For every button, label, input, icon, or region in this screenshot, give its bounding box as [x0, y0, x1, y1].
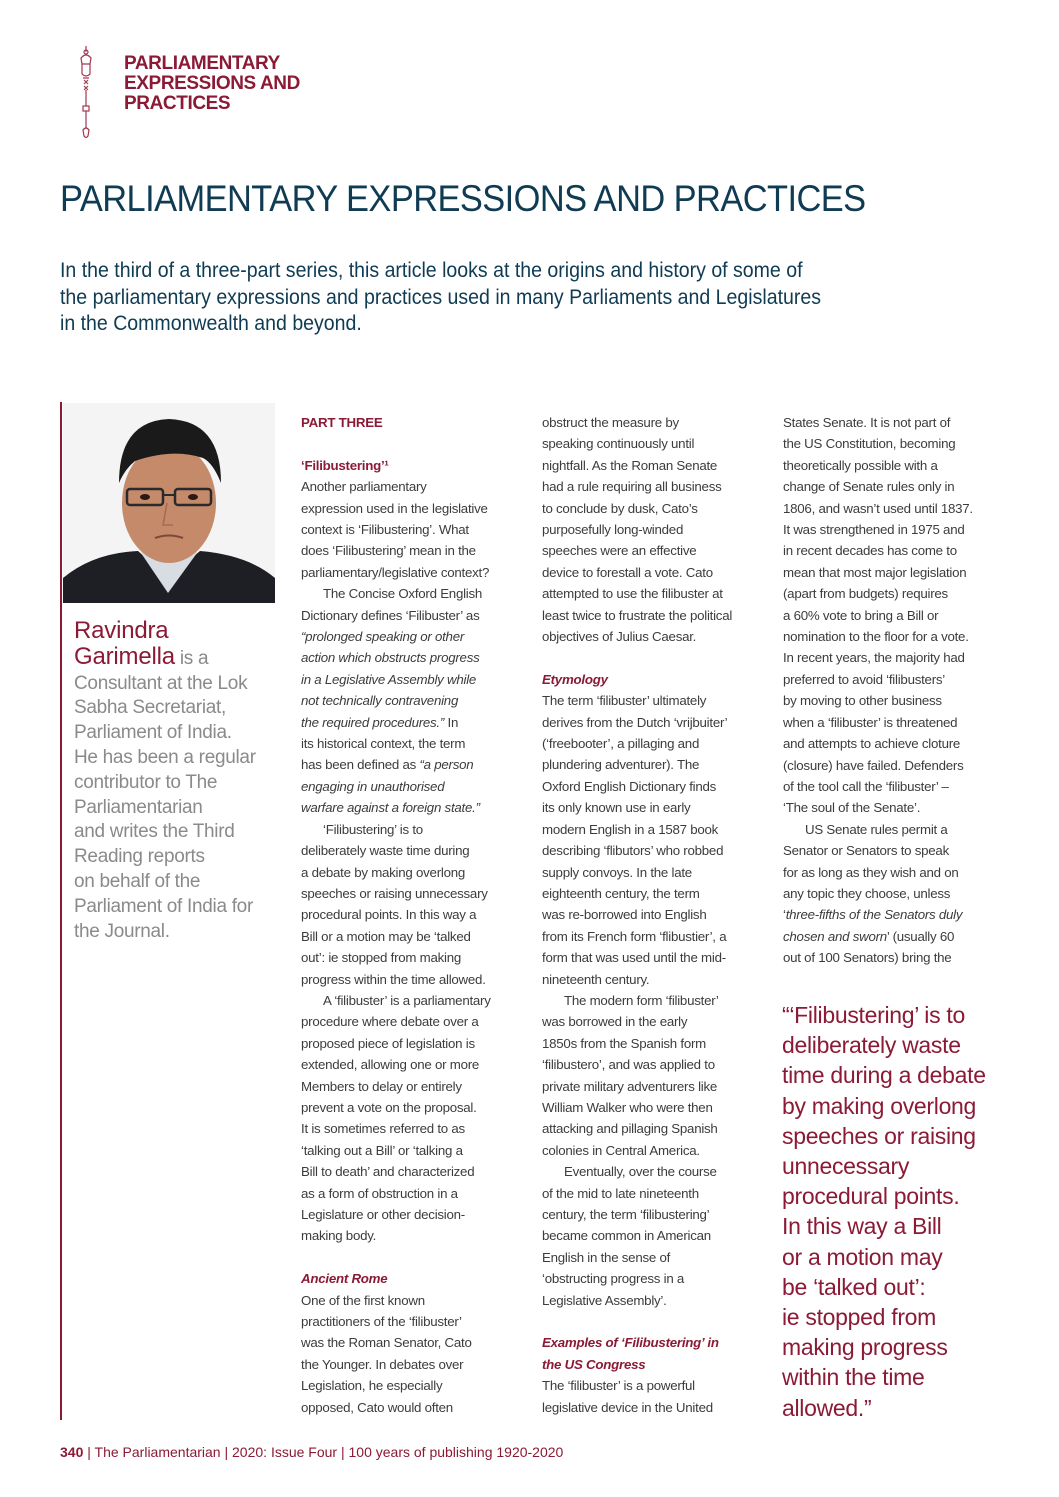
subheading: Etymology — [542, 671, 608, 687]
bio-line: on behalf of the — [74, 870, 201, 892]
text-line: Oxford English Dictionary finds — [542, 778, 717, 794]
subheading: the US Congress — [542, 1356, 646, 1372]
text-line: practitioners of the ‘filibuster’ — [301, 1314, 462, 1330]
pull-quote-line: time during a debate — [782, 1062, 986, 1089]
section-tag — [124, 54, 300, 114]
text-line: any topic they choose, unless — [783, 885, 951, 901]
text-line: nomination to the floor for a vote. — [783, 629, 969, 645]
text-line: supply convoys. In the late — [542, 864, 692, 880]
bio-line: He has been a regular — [74, 746, 256, 768]
section-tag-line: PARLIAMENTARY — [124, 53, 280, 74]
pull-quote-line: ie stopped from — [782, 1304, 937, 1331]
quote-line: engaging in unauthorised — [301, 778, 445, 794]
separator: | — [83, 1444, 95, 1460]
text-line: Eventually, over the course — [564, 1164, 717, 1180]
bio-line: Consultant at the Lok — [74, 672, 248, 694]
text-line: context is ‘Filibustering’. What — [301, 522, 469, 538]
text-line: The Concise Oxford English — [323, 586, 483, 602]
text-line: procedural points. In this way a — [301, 907, 477, 923]
text-line: modern English in a 1587 book — [542, 821, 719, 837]
pull-quote-line: procedural points. — [782, 1183, 960, 1210]
text-line: A ‘filibuster’ is a parliamentary — [323, 992, 491, 1008]
text-line: and attempts to achieve cloture — [783, 736, 961, 752]
article-column-1 — [301, 412, 521, 1418]
page-footer — [60, 1444, 563, 1460]
text-line: plundering adventurer). The — [542, 757, 700, 773]
text-line: when a ‘filibuster’ is threatened — [783, 714, 958, 730]
text-line: ‘filibustero’, and was applied to — [542, 1057, 715, 1073]
pull-quote-line: allowed.” — [782, 1394, 872, 1421]
separator: | — [220, 1444, 233, 1460]
author-bio — [74, 617, 284, 944]
text-line: century, the term ‘filibustering’ — [542, 1207, 710, 1223]
pull-quote-line: or a motion may — [782, 1243, 943, 1270]
text-line: to conclude by dusk, Cato’s — [542, 500, 698, 516]
text-line: US Senate rules permit a — [805, 821, 948, 837]
bio-line: and writes the Third — [74, 821, 235, 843]
text-line: English in the sense of — [542, 1249, 671, 1265]
text-line: procedure where debate over a — [301, 1014, 479, 1030]
footer-tagline: 100 years of publishing 1920-2020 — [348, 1444, 564, 1460]
quote-line: action which obstructs progress — [301, 650, 480, 666]
pull-quote — [782, 1000, 1022, 1423]
bio-line: Parliament of India for — [74, 895, 253, 917]
text-line: Legislation, he especially — [301, 1378, 443, 1394]
text-line: speeches were an effective — [542, 543, 697, 559]
text-line: One of the first known — [301, 1292, 425, 1308]
text-line: 1850s from the Spanish form — [542, 1035, 706, 1051]
pull-quote-line: by making overlong — [782, 1092, 977, 1119]
text-line: the Younger. In debates over — [301, 1356, 464, 1372]
text-span: has been defined as — [301, 757, 420, 773]
subheading: Examples of ‘Filibustering’ in — [542, 1335, 719, 1351]
text-line: purposefully long-winded — [542, 522, 684, 538]
text-line: of the mid to late nineteenth — [542, 1185, 699, 1201]
pull-quote-line: making progress — [782, 1334, 948, 1361]
text-line: legislative device in the United — [542, 1399, 713, 1415]
text-line: extended, allowing one or more — [301, 1057, 480, 1073]
text-line: obstruct the measure by — [542, 415, 679, 430]
text-line: became common in American — [542, 1228, 711, 1244]
text-line: mean that most major legislation — [783, 564, 967, 580]
subheading: ‘Filibustering’¹ — [301, 457, 389, 473]
issue-label: 2020: Issue Four — [232, 1444, 338, 1460]
text-line: by moving to other business — [783, 693, 942, 709]
standfirst-line: In the third of a three-part series, this article looks at the origins and history of some of — [60, 259, 803, 282]
text-line: Legislative Assembly’. — [542, 1292, 667, 1308]
quote-line: chosen and sworn — [783, 928, 887, 944]
author-name: Ravindra — [74, 617, 169, 644]
text-line: prevent a vote on the proposal. — [301, 1099, 477, 1115]
text-line: change of Senate rules only in — [783, 479, 955, 495]
text-line: was the Roman Senator, Cato — [301, 1335, 472, 1351]
text-line: eighteenth century, the term — [542, 885, 700, 901]
page-title: PARLIAMENTARY EXPRESSIONS AND PRACTICES — [60, 178, 866, 219]
section-tag-line: EXPRESSIONS AND — [124, 73, 300, 94]
text-line: colonies in Central America. — [542, 1142, 700, 1158]
text-line: ‘The soul of the Senate’. — [783, 800, 921, 816]
pull-quote-line: In this way a Bill — [782, 1213, 942, 1240]
text-line: speaking continuously until — [542, 436, 695, 452]
text-line: out’: ie stopped from making — [301, 950, 462, 966]
text-line: for as long as they wish and on — [783, 864, 959, 880]
text-line: attacking and pillaging Spanish — [542, 1121, 718, 1137]
text-line: was re-borrowed into English — [542, 907, 707, 923]
separator: | — [337, 1444, 349, 1460]
part-label: PART THREE — [301, 415, 383, 430]
text-line: out of 100 Senators) bring the — [783, 950, 952, 966]
text-line: nineteenth century. — [542, 971, 650, 987]
section-tag-line: PRACTICES — [124, 93, 231, 114]
bio-line: Sabha Secretariat, — [74, 697, 226, 719]
quote-line: “prolonged speaking or other — [301, 629, 465, 645]
text-line: deliberately waste time during — [301, 843, 470, 859]
pull-quote-line: deliberately waste — [782, 1032, 961, 1059]
text-line: (‘freebooter’, a pillaging and — [542, 736, 700, 752]
text-line: The ‘filibuster’ is a powerful — [542, 1378, 695, 1394]
subheading: Ancient Rome — [301, 1271, 388, 1287]
text-line: from its French form ‘flibustier’, a — [542, 928, 727, 944]
text-line: ‘Filibustering’ is to — [323, 821, 423, 837]
text-line: least twice to frustrate the political — [542, 607, 733, 623]
text-line: William Walker who were then — [542, 1099, 713, 1115]
text-line: expression used in the legislative — [301, 500, 488, 516]
text-line: was borrowed in the early — [542, 1014, 688, 1030]
text-line: of the tool call the ‘filibuster’ – — [783, 778, 949, 794]
text-line: Senator or Senators to speak — [783, 843, 949, 859]
bio-text: is a — [174, 647, 209, 669]
text-line: It was strengthened in 1975 and — [783, 522, 965, 538]
author-photo — [63, 403, 275, 603]
text-line: In recent years, the majority had — [783, 650, 965, 666]
author-name: Garimella — [74, 642, 175, 670]
text-line: Legislature or other decision- — [301, 1207, 465, 1223]
bio-line: Reading reports — [74, 846, 205, 868]
text-line: 1806, and wasn’t used until 1837. — [783, 500, 973, 516]
text-span: ’ (usually 60 — [886, 928, 955, 944]
text-line: preferred to avoid ‘filibusters’ — [783, 671, 945, 687]
text-line: private military adventurers like — [542, 1078, 718, 1094]
publication-name: The Parliamentarian — [94, 1444, 221, 1460]
text-line: its historical context, the term — [301, 736, 466, 752]
pull-quote-line: speeches or raising — [782, 1122, 976, 1149]
text-line: The modern form ‘filibuster’ — [564, 992, 719, 1008]
text-line: does ‘Filibustering’ mean in the — [301, 543, 476, 559]
quote-line: in a Legislative Assembly while — [301, 671, 477, 687]
text-line: ‘obstructing progress in a — [542, 1271, 685, 1287]
text-line: Members to delay or entirely — [301, 1078, 462, 1094]
text-line: Bill to death’ and characterized — [301, 1164, 475, 1180]
text-line: the US Constitution, becoming — [783, 436, 956, 452]
text-line: nightfall. As the Roman Senate — [542, 457, 718, 473]
text-line: The term ‘filibuster’ ultimately — [542, 693, 707, 709]
standfirst-line: the parliamentary expressions and practices used in many Parliaments and Legislatures — [60, 285, 821, 309]
text-line: progress within the time allowed. — [301, 971, 486, 987]
text-line: making body. — [301, 1228, 377, 1244]
quote-line: not technically contravening — [301, 693, 459, 709]
bio-line: Parliamentarian — [74, 796, 203, 818]
pull-quote-line: “‘Filibustering’ is to — [782, 1002, 965, 1028]
quote-line: warfare against a foreign state.” — [301, 800, 480, 816]
standfirst — [60, 258, 953, 338]
text-line: a 60% vote to bring a Bill or — [783, 607, 939, 623]
text-line: (closure) have failed. Defenders — [783, 757, 964, 773]
text-line: opposed, Cato would often — [301, 1399, 453, 1415]
text-line: as a form of obstruction in a — [301, 1185, 458, 1201]
quote-line: the required procedures.” — [301, 714, 445, 730]
text-line: Another parliamentary — [301, 479, 427, 495]
text-line: attempted to use the filibuster at — [542, 586, 723, 602]
text-line: a debate by making overlong — [301, 864, 466, 880]
page-number: 340 — [60, 1444, 84, 1460]
text-span: ‘ — [783, 907, 786, 923]
text-line: It is sometimes referred to as — [301, 1121, 465, 1137]
text-line: proposed piece of legislation is — [301, 1035, 475, 1051]
pull-quote-line: be ‘talked out’: — [782, 1273, 926, 1300]
text-line: form that was used until the mid- — [542, 950, 726, 966]
text-line: in recent decades has come to — [783, 543, 957, 559]
text-line: Dictionary defines ‘Filibuster’ as — [301, 607, 480, 623]
pull-quote-line: within the time — [782, 1364, 925, 1391]
text-line: its only known use in early — [542, 800, 691, 816]
article-column-3 — [783, 412, 1003, 969]
quote-span: “a person — [419, 757, 474, 773]
bio-line: Parliament of India. — [74, 722, 232, 744]
text-line: theoretically possible with a — [783, 457, 938, 473]
text-span: In — [444, 714, 459, 730]
bio-line: the Journal. — [74, 920, 170, 942]
sidebar-divider — [60, 402, 62, 1420]
text-line: derives from the Dutch ‘vrijbuiter’ — [542, 714, 728, 730]
text-line: had a rule requiring all business — [542, 479, 722, 495]
text-line: States Senate. It is not part of — [783, 415, 951, 430]
portrait-illustration — [63, 403, 275, 603]
article-column-2 — [542, 412, 762, 1418]
text-line: objectives of Julius Caesar. — [542, 629, 697, 645]
text-line: parliamentary/legislative context? — [301, 564, 490, 580]
text-line: device to forestall a vote. Cato — [542, 564, 713, 580]
bio-line: contributor to The — [74, 771, 218, 793]
quote-line: three-fifths of the Senators duly — [785, 907, 963, 923]
pull-quote-line: unnecessary — [782, 1153, 910, 1180]
text-line: describing ‘flibutors’ who robbed — [542, 843, 724, 859]
text-line: ‘talking out a Bill’ or ‘talking a — [301, 1142, 463, 1158]
standfirst-line: in the Commonwealth and beyond. — [60, 312, 362, 335]
text-line: Bill or a motion may be ‘talked — [301, 928, 471, 944]
text-line: (apart from budgets) requires — [783, 586, 948, 602]
text-line: speeches or raising unnecessary — [301, 885, 488, 901]
mace-icon — [76, 44, 96, 144]
